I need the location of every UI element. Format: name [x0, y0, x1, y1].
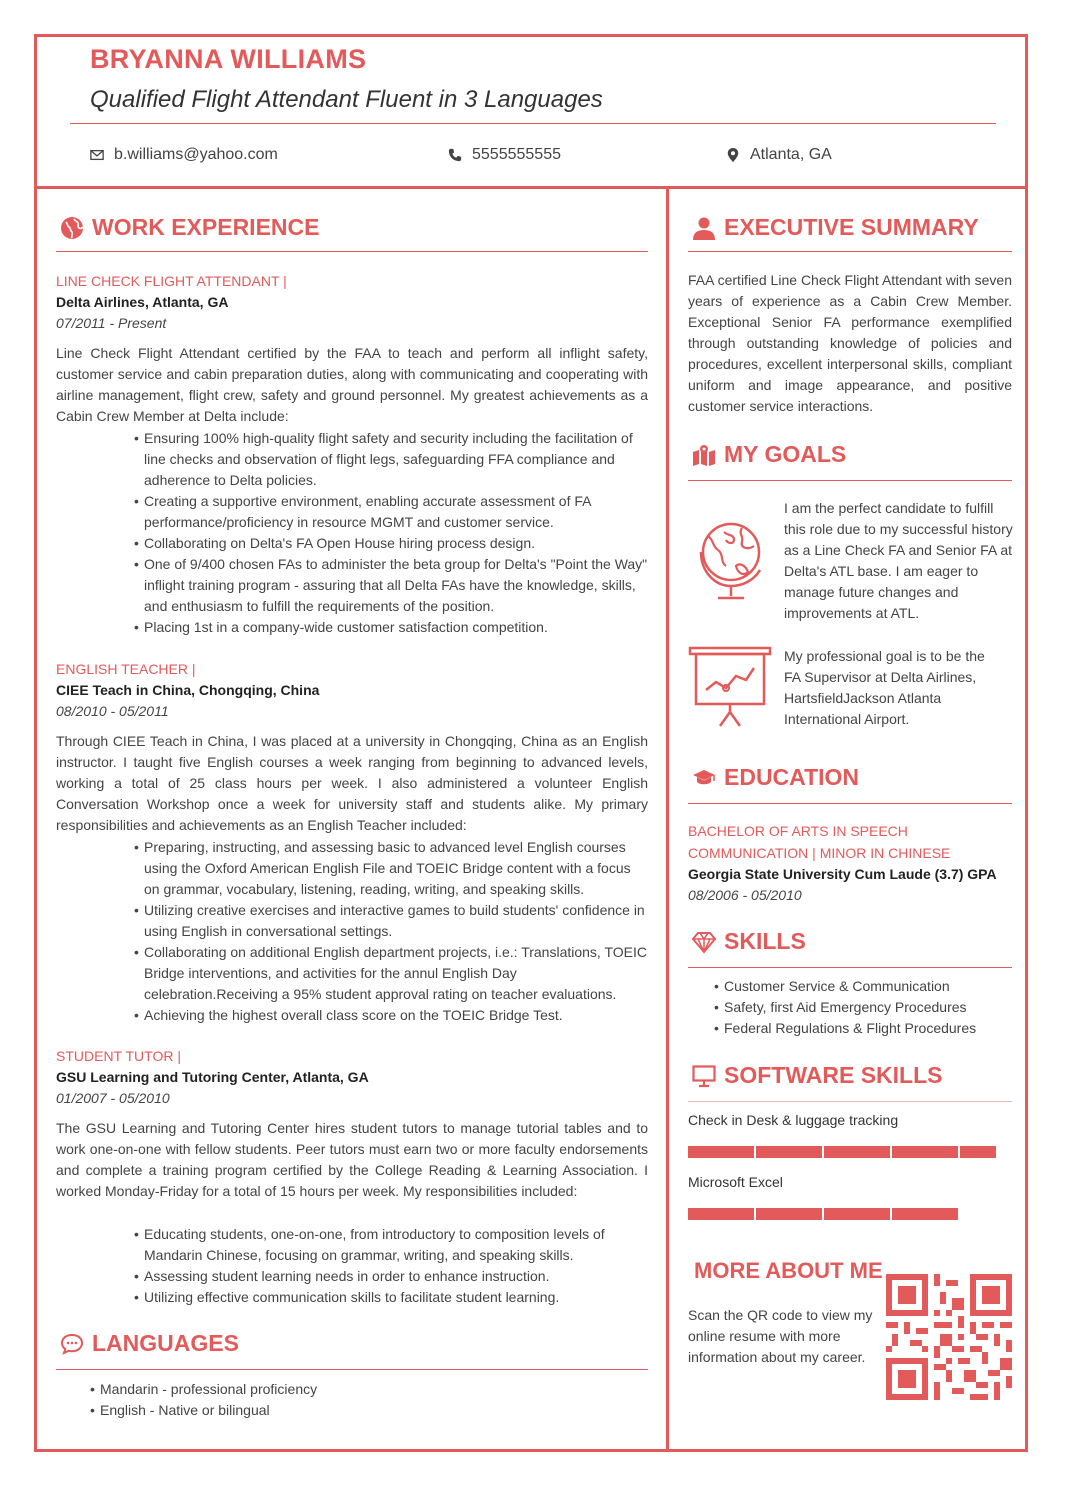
contact-email[interactable] [90, 146, 278, 164]
software-skills-heading: SOFTWARE SKILLS [692, 1062, 943, 1089]
job-bullets [134, 837, 648, 1026]
job-description: Line Check Flight Attendant certified by the FAA to teach and perform all inflight safety, customer service and cabin preparation duties, along with communicating and cooperating with airline management, flight crew, safety and ground personnel. My greatest achievements as a Cabin Crew Member at Delta include: [56, 345, 648, 424]
job-title: ENGLISH TEACHER | [56, 661, 196, 677]
languages-heading: LANGUAGES [60, 1330, 239, 1357]
candidate-name: BRYANNA WILLIAMS [90, 44, 367, 74]
list-item: • Placing 1st in a company-wide customer satisfaction competition. [134, 617, 648, 638]
list-item: • Educating students, one-on-one, from introductory to composition levels of Mandarin Chinese, focusing on grammar, writing, and speaking skills. [134, 1224, 648, 1266]
skills-heading: SKILLS [692, 928, 806, 955]
header-divider [70, 123, 996, 124]
header-bottom-border [36, 186, 1028, 189]
software-skill-bar-fill [688, 1208, 959, 1220]
job-date: 08/2010 - 05/2011 [56, 703, 169, 719]
location-text: Atlanta, GA [750, 146, 832, 163]
list-item: • Ensuring 100% high-quality flight safety and security including the facilitation of line checks and observation of flight legs, safeguarding FFA compliance and adherence to Delta policies. [134, 428, 648, 491]
summary-text: FAA certified Line Check Flight Attendant with seven years of experience as a Cabin Crew Member. Exceptional Senior FA performance exemplified through outstanding knowledge of policies and procedures, excellent interpersonal skills, compliant uniform and image appearance, and positive customer service interactions. [688, 272, 1012, 414]
qr-code-icon[interactable] [886, 1274, 1012, 1400]
executive-summary-heading: EXECUTIVE SUMMARY [692, 214, 979, 241]
skills-list [714, 976, 1014, 1039]
education-date: 08/2006 - 05/2010 [688, 887, 802, 903]
work-rule [56, 251, 648, 252]
more-about-me-heading: MORE ABOUT ME [694, 1258, 883, 1283]
software-skill-label: Microsoft Excel [688, 1174, 783, 1190]
skills-rule [688, 967, 1012, 968]
goal-text: My professional goal is to be the FA Supervisor at Delta Airlines, HartsfieldJackson Atlanta International Airport. [784, 648, 985, 727]
list-item: • Preparing, instructing, and assessing basic to advanced level English courses using the Oxford American English File and TOEIC Bridge content with a focus on grammar, vocabulary, listening, reading, writing, and speaking skills. [134, 837, 648, 900]
degree-title: BACHELOR OF ARTS IN SPEECH COMMUNICATION | MINOR IN CHINESE [688, 823, 951, 861]
job-description: The GSU Learning and Tutoring Center hires student tutors to manage tutorial tables and to work one-on-one with fellow students. Peer tutors must earn two or more faculty endorsements and complete a training program certified by the College Reading & Learning Association. I worked Monday-Friday for a total of 15 hours per week. My responsibilities included: [56, 1120, 648, 1199]
software-rule [688, 1101, 1012, 1102]
list-item: • Achieving the highest overall class score on the TOEIC Bridge Test. [134, 1005, 648, 1026]
goal-text: I am the perfect candidate to fulfill this role due to my successful history as a Line Check FA and Senior FA at Delta's ATL base. I am eager to manage future changes and improvements at ATL. [784, 500, 1013, 621]
list-item: • Collaborating on additional English department projects, i.e.: Translations, TOEIC Bridge interventions, and activities for the annul English Day celebration.Receiving a 95% student approval rating on teacher evaluations. [134, 942, 648, 1005]
job-org: CIEE Teach in China, Chongqing, China [56, 682, 320, 698]
education-rule [688, 803, 1012, 804]
contact-phone[interactable] [448, 146, 561, 164]
list-item: • Mandarin - professional proficiency [90, 1379, 590, 1400]
job-org: Delta Airlines, Atlanta, GA [56, 294, 229, 310]
user-icon [692, 216, 716, 240]
diamond-icon [692, 930, 716, 954]
languages-rule [56, 1369, 648, 1370]
goals-rule [688, 480, 1012, 481]
list-item: • Customer Service & Communication [714, 976, 1014, 997]
software-skill-bar-fill [688, 1146, 996, 1158]
work-experience-heading: WORK EXPERIENCE [60, 214, 319, 241]
list-item: • Collaborating on Delta's FA Open House hiring process design. [134, 533, 648, 554]
list-item: • Utilizing effective communication skills to facilitate student learning. [134, 1287, 648, 1308]
contact-location [726, 146, 832, 164]
list-item: • Safety, first Aid Emergency Procedures [714, 997, 1014, 1018]
email-text: b.williams@yahoo.com [114, 146, 278, 163]
more-about-me-text: Scan the QR code to view my online resume with more information about my career. [688, 1307, 873, 1365]
job-org: GSU Learning and Tutoring Center, Atlanta, GA [56, 1069, 369, 1085]
software-skill-bar [688, 1208, 996, 1220]
presentation-chart-icon [688, 644, 772, 730]
phone-text: 5555555555 [472, 146, 561, 163]
languages-list [90, 1379, 590, 1421]
software-skill-label: Check in Desk & luggage tracking [688, 1112, 899, 1128]
job-bullets [134, 1224, 648, 1308]
candidate-subtitle: Qualified Flight Attendant Fluent in 3 Languages [90, 86, 603, 113]
list-item: • English - Native or bilingual [90, 1400, 590, 1421]
list-item: • One of 9/400 chosen FAs to administer the beta group for Delta's "Point the Way" inflight training program - assuring that all Delta FAs have the knowledge, skills, and enthusiasm to fulfill the requirements of the position. [134, 554, 648, 617]
graduation-cap-icon [692, 766, 716, 790]
list-item: • Utilizing creative exercises and interactive games to build students' confidence in using English in conversational settings. [134, 900, 648, 942]
list-item: • Assessing student learning needs in order to enhance instruction. [134, 1266, 648, 1287]
list-item: • Creating a supportive environment, enabling accurate assessment of FA performance/proficiency in resource MGMT and customer service. [134, 491, 648, 533]
job-date: 07/2011 - Present [56, 315, 167, 331]
job-date: 01/2007 - 05/2010 [56, 1090, 170, 1106]
map-pin-icon [726, 148, 740, 162]
globe-stand-icon [688, 510, 774, 602]
job-title: STUDENT TUTOR | [56, 1048, 181, 1064]
column-divider [666, 188, 669, 1452]
job-title: LINE CHECK FLIGHT ATTENDANT | [56, 273, 287, 289]
education-heading: EDUCATION [692, 764, 859, 791]
phone-icon [448, 148, 462, 162]
globe-icon [60, 216, 84, 240]
summary-rule [688, 251, 1012, 252]
envelope-icon [90, 148, 104, 162]
goals-heading: MY GOALS [692, 441, 846, 468]
monitor-icon [692, 1064, 716, 1088]
job-bullets [134, 428, 648, 638]
list-item: • Federal Regulations & Flight Procedures [714, 1018, 1014, 1039]
software-skill-bar [688, 1146, 996, 1158]
chat-bubble-icon [60, 1332, 84, 1356]
job-description: Through CIEE Teach in China, I was placed at a university in Chongqing, China as an English instructor. I taught five English courses a week ranging from beginning to advanced levels, working a total of 25 class hours per week. I also administered a volunteer English Conversation Workshop once a week for university staff and students alike. My primary responsibilities and achievements as an English Teacher included: [56, 733, 648, 833]
map-route-icon [692, 443, 716, 467]
school-name: Georgia State University Cum Laude (3.7) GPA [688, 866, 997, 882]
